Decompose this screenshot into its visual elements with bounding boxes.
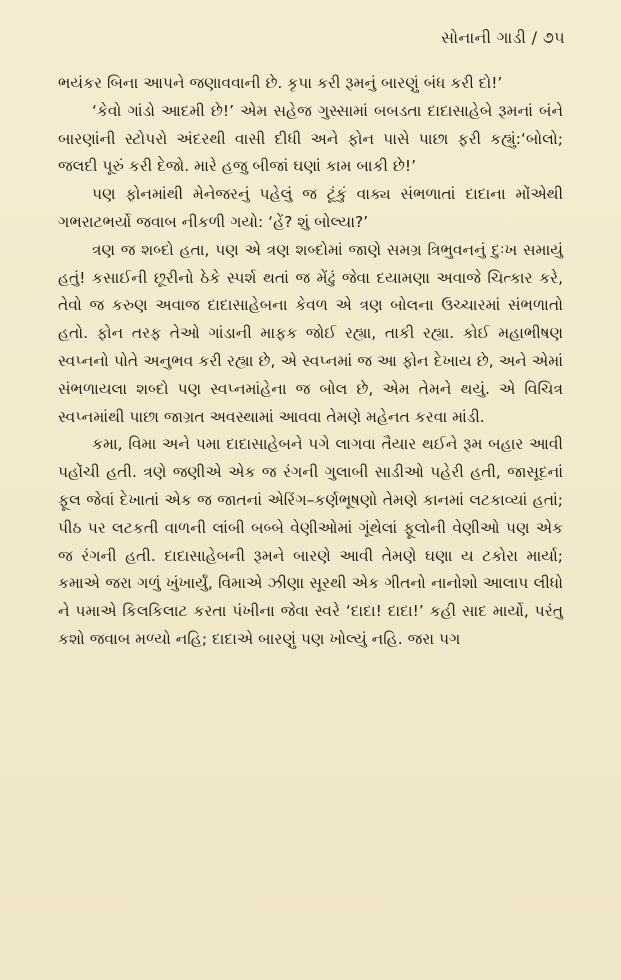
paragraph: ત્રણ જ શબ્દો હતા, પણ એ ત્રણ શબ્દોમાં જાણે સમગ્ર ત્રિભુવનનું દુઃખ સમાયું હતું! કસાઈની છૂરીનો ઠેકે સ્પર્શ થતાં જ મેંઢું જેવા દયામણા અવાજે ચિત્કાર કરે, તેવો જ કરુણ અવાજ દાદાસાહેબના કેવળ એ ત્રણ બોલના ઉચ્ચારમાં સંભળાતો હતો. ફોન તરફ તેઓ ગાંડાની માફક જોઈ રહ્યા, તાકી રહ્યા. કોઈ મહાભીષણ સ્વપ્નનો પોતે અનુભવ કરી રહ્યા છે, એ સ્વપ્નમાં જ આ ફોન દેખાય છે, અને એમાં સંભળાયલા શબ્દો પણ સ્વપ્નમાંહેના જ બોલ છે, એમ તેમને થયું. એ વિચિત્ર સ્વપ્નમાંથી પાછા જાગ્રત અવસ્થામાં આવવા તેમણે મહેનત કરવા માંડી. <box>58 240 563 426</box>
paragraph: પણ ફોનમાંથી મેનેજરનું પહેલું જ ટૂંકું વાક્ય સંભળાતાં દાદાના મોંએથી ગભરાટભર્યો જવાબ નીકળી ગયો: ‘હેં? શું બોલ્યા?’ <box>58 185 563 231</box>
paragraph: ‘કેવો ગાંડો આદમી છે!’ એમ સહેજ ગુસ્સામાં બબડતા દાદાસાહેબે રૂમનાં બંને બારણાંની સ્ટોપરો અંદરથી વાસી દીધી અને ફોન પાસે પાછા ફરી કહ્યું:‘બોલો; જલદી પૂરું કરી દેજો. મારે હજુ બીજાં ઘણાં કામ બાકી છે!’ <box>58 101 563 176</box>
paragraph: ભયંકર બિના આપને જણાવવાની છે. કૃપા કરી રૂમનું બારણું બંધ કરી દો!’ <box>58 74 503 92</box>
paragraph: કમા, વિમા અને પમા દાદાસાહેબને પગે લાગવા તૈયાર થઈને રૂમ બહાર આવી પહોંચી હતી. ત્રણે જણીએ એક જ રંગની ગુલાબી સાડીઓ પહેરી હતી, જાસૂદનાં ફૂલ જેવાં દેખાતાં એક જ જાતનાં એરિંગ–કર્ણભૂષણો તેમણે કાનમાં લટકાવ્યાં હતાં; પીઠ પર લટકતી વાળની લાંબી બબ્બે વેણીઓમાં ગૂંથેલાં ફૂલોની વેણીઓ પણ એક જ રંગની હતી. દાદાસાહેબની રૂમને બારણે આવી તેમણે ઘણા ય ટકોરા માર્યા; કમાએ જરા ગળું ખુંખાર્યું, વિમાએ ઝીણા સૂરથી એક ગીતનો નાનોશો આલાપ લીધો ને પમાએ કિલકિલાટ કરતા પંખીના જેવા સ્વરે ‘દાદા! દાદા!’ કહી સાદ માર્યો, પરંતુ કશો જવાબ મળ્યો નહિ; દાદાએ બારણું પણ ખોલ્યું નહિ. જરા પગ <box>58 435 563 648</box>
running-header: સોનાની ગાડી / ૭૫ <box>441 28 565 47</box>
body-text <box>58 70 563 654</box>
